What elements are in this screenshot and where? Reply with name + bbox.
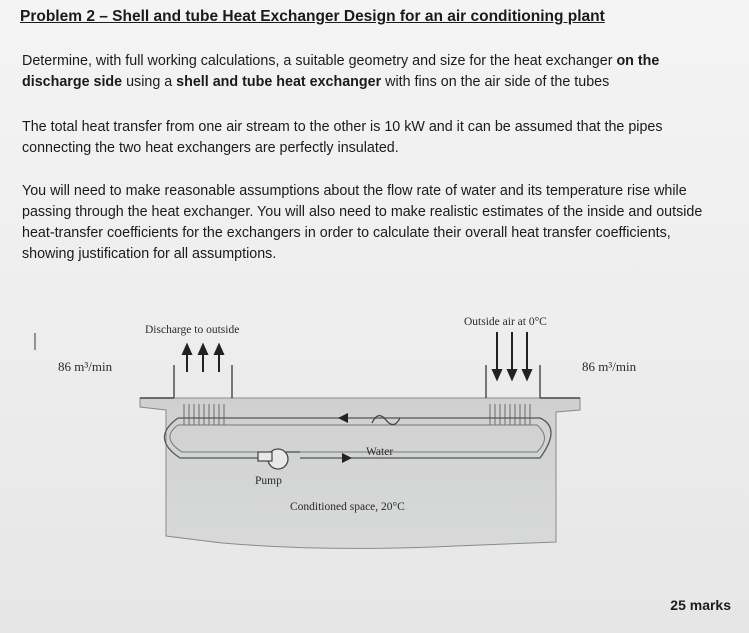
discharge-arrow-icons xyxy=(183,345,223,372)
problem-title: Problem 2 – Shell and tube Heat Exchanger Design for an air conditioning plant xyxy=(20,8,605,25)
flow-right-label: 86 m³/min xyxy=(582,359,637,374)
task-emphasis-discharge: on the discharge side xyxy=(22,53,660,90)
conditioned-space-region xyxy=(140,398,580,548)
marks-label: 25 marks xyxy=(670,597,731,613)
task-text-3: with fins on the air side of the tubes xyxy=(381,74,610,90)
conditioned-space-label: Conditioned space, 20°C xyxy=(290,501,405,513)
paragraph-assumptions: You will need to make reasonable assumptions about the flow rate of water and its temperature rise while passing through the heat exchanger. You will also need to make realistic estimates of the inside and outside heat-transfer coefficients for the exchangers in order to calculate their overall heat transfer coefficients, showing justification for all assumptions. xyxy=(22,183,703,262)
paragraph-heat-transfer: The total heat transfer from one air stream to the other is 10 kW and it can be assumed that the pipes connecting the two heat exchangers are perfectly insulated. xyxy=(22,119,663,156)
task-text-1: Determine, with full working calculations, a suitable geometry and size for the heat exchanger xyxy=(22,53,617,69)
task-text-2: using a xyxy=(122,74,177,90)
flow-left-label: 86 m³/min xyxy=(58,359,113,374)
task-emphasis-exchanger: shell and tube heat exchanger xyxy=(176,74,382,90)
pump-label: Pump xyxy=(255,475,282,487)
outside-air-arrow-icons xyxy=(493,332,531,379)
outside-air-label: Outside air at 0°C xyxy=(464,316,547,328)
discharge-label: Discharge to outside xyxy=(145,324,240,336)
water-label: Water xyxy=(366,446,394,458)
